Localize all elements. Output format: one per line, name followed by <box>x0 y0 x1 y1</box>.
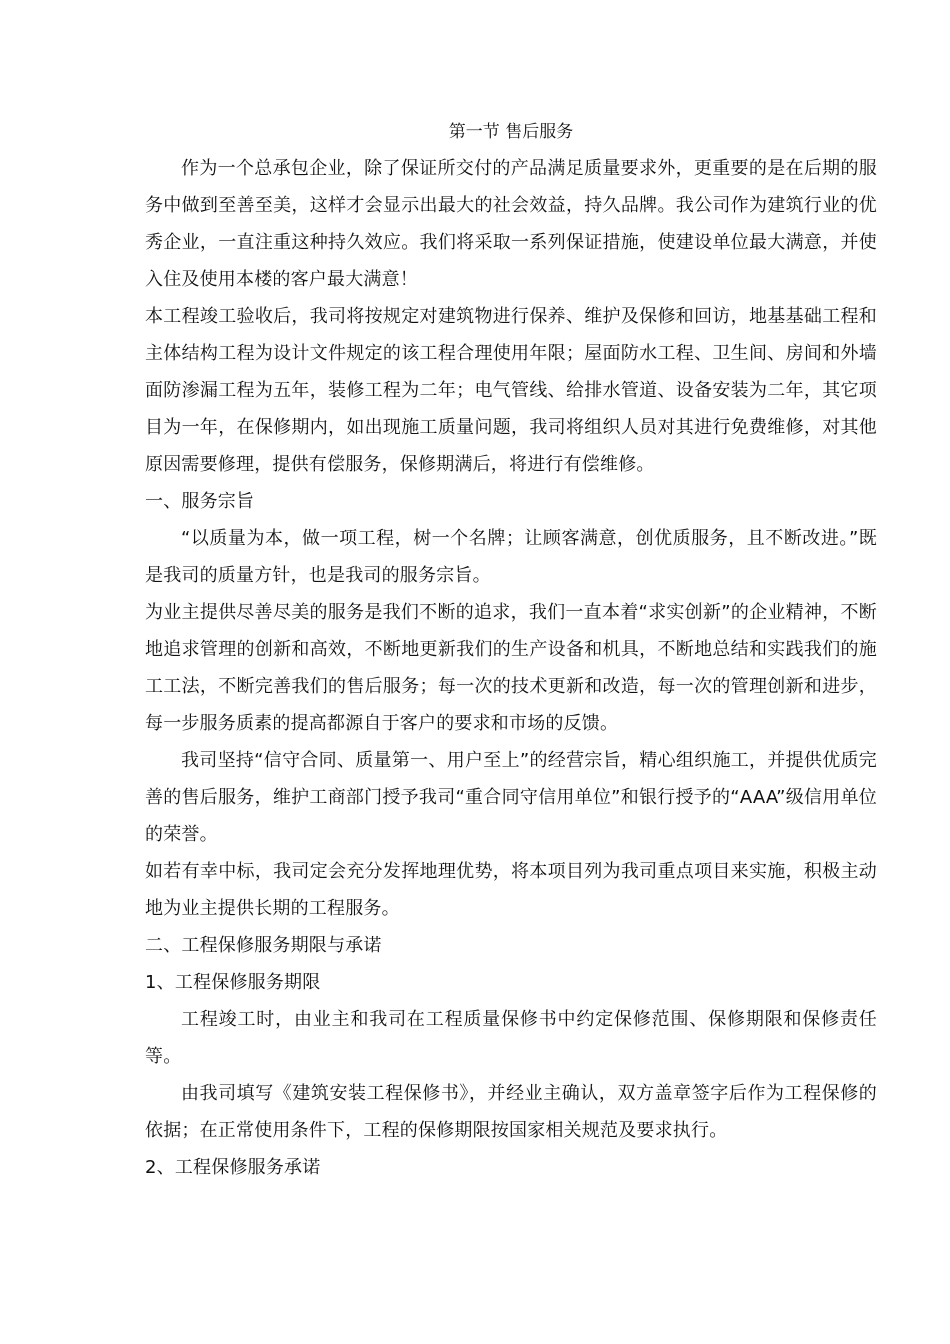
paragraph-warranty-terms: 本工程竣工验收后，我司将按规定对建筑物进行保养、维护及保修和回访，地基基础工程和主体结构工程为设计文件规定的该工程合理使用年限；屋面防水工程、卫生间、房间和外墙面防渗漏工程为五年，装修工程为二年；电气管线、给排水管道、设备安装为二年，其它项目为一年，在保修期内，如出现施工质量问题，我司将组织人员对其进行免费维修，对其他原因需要修理，提供有偿服务，保修期满后，将进行有偿维修。 <box>145 306 877 475</box>
heading-warranty-period-commitment: 二、工程保修服务期限与承诺 <box>145 935 382 956</box>
paragraph-business-purpose: 我司坚持“信守合同、质量第一、用户至上”的经营宗旨，精心组织施工，并提供优质完善的售后服务，维护工商部门授予我司“重合同守信用单位”和银行授予的“AAA”级信用单位的荣誉。 <box>145 750 877 845</box>
heading-warranty-commitment: 2、工程保修服务承诺 <box>145 1157 321 1178</box>
paragraph-quality-policy: “以质量为本，做一项工程，树一个名牌；让顾客满意，创优质服务，且不断改进。”既是我司的质量方针，也是我司的服务宗旨。 <box>145 528 877 586</box>
heading-service-purpose: 一、服务宗旨 <box>145 491 255 512</box>
heading-warranty-period: 1、工程保修服务期限 <box>145 972 321 993</box>
document-body <box>145 118 877 1186</box>
paragraph-pursuit: 为业主提供尽善尽美的服务是我们不断的追求，我们一直本着“求实创新”的企业精神，不断地追求管理的创新和高效，不断地更新我们的生产设备和机具，不断地总结和实践我们的施工工法，不断完善我们的售后服务；每一次的技术更新和改造，每一次的管理创新和进步，每一步服务质素的提高都源自于客户的要求和市场的反馈。 <box>145 602 877 734</box>
paragraph-warranty-certificate: 由我司填写《建筑安装工程保修书》，并经业主确认，双方盖章签字后作为工程保修的依据；在正常使用条件下，工程的保修期限按国家相关规范及要求执行。 <box>145 1083 877 1141</box>
section-title: 第一节 售后服务 <box>448 122 574 142</box>
paragraph-completion-agreement: 工程竣工时，由业主和我司在工程质量保修书中约定保修范围、保修期限和保修责任等。 <box>145 1009 877 1067</box>
paragraph-intro: 作为一个总承包企业，除了保证所交付的产品满足质量要求外，更重要的是在后期的服务中做到至善至美，这样才会显示出最大的社会效益，持久品牌。我公司作为建筑行业的优秀企业，一直注重这种持久效应。我们将采取一系列保证措施，使建设单位最大满意，并使入住及使用本楼的客户最大满意！ <box>145 158 877 290</box>
paragraph-bid-commitment: 如若有幸中标，我司定会充分发挥地理优势，将本项目列为我司重点项目来实施，积极主动地为业主提供长期的工程服务。 <box>145 861 877 919</box>
